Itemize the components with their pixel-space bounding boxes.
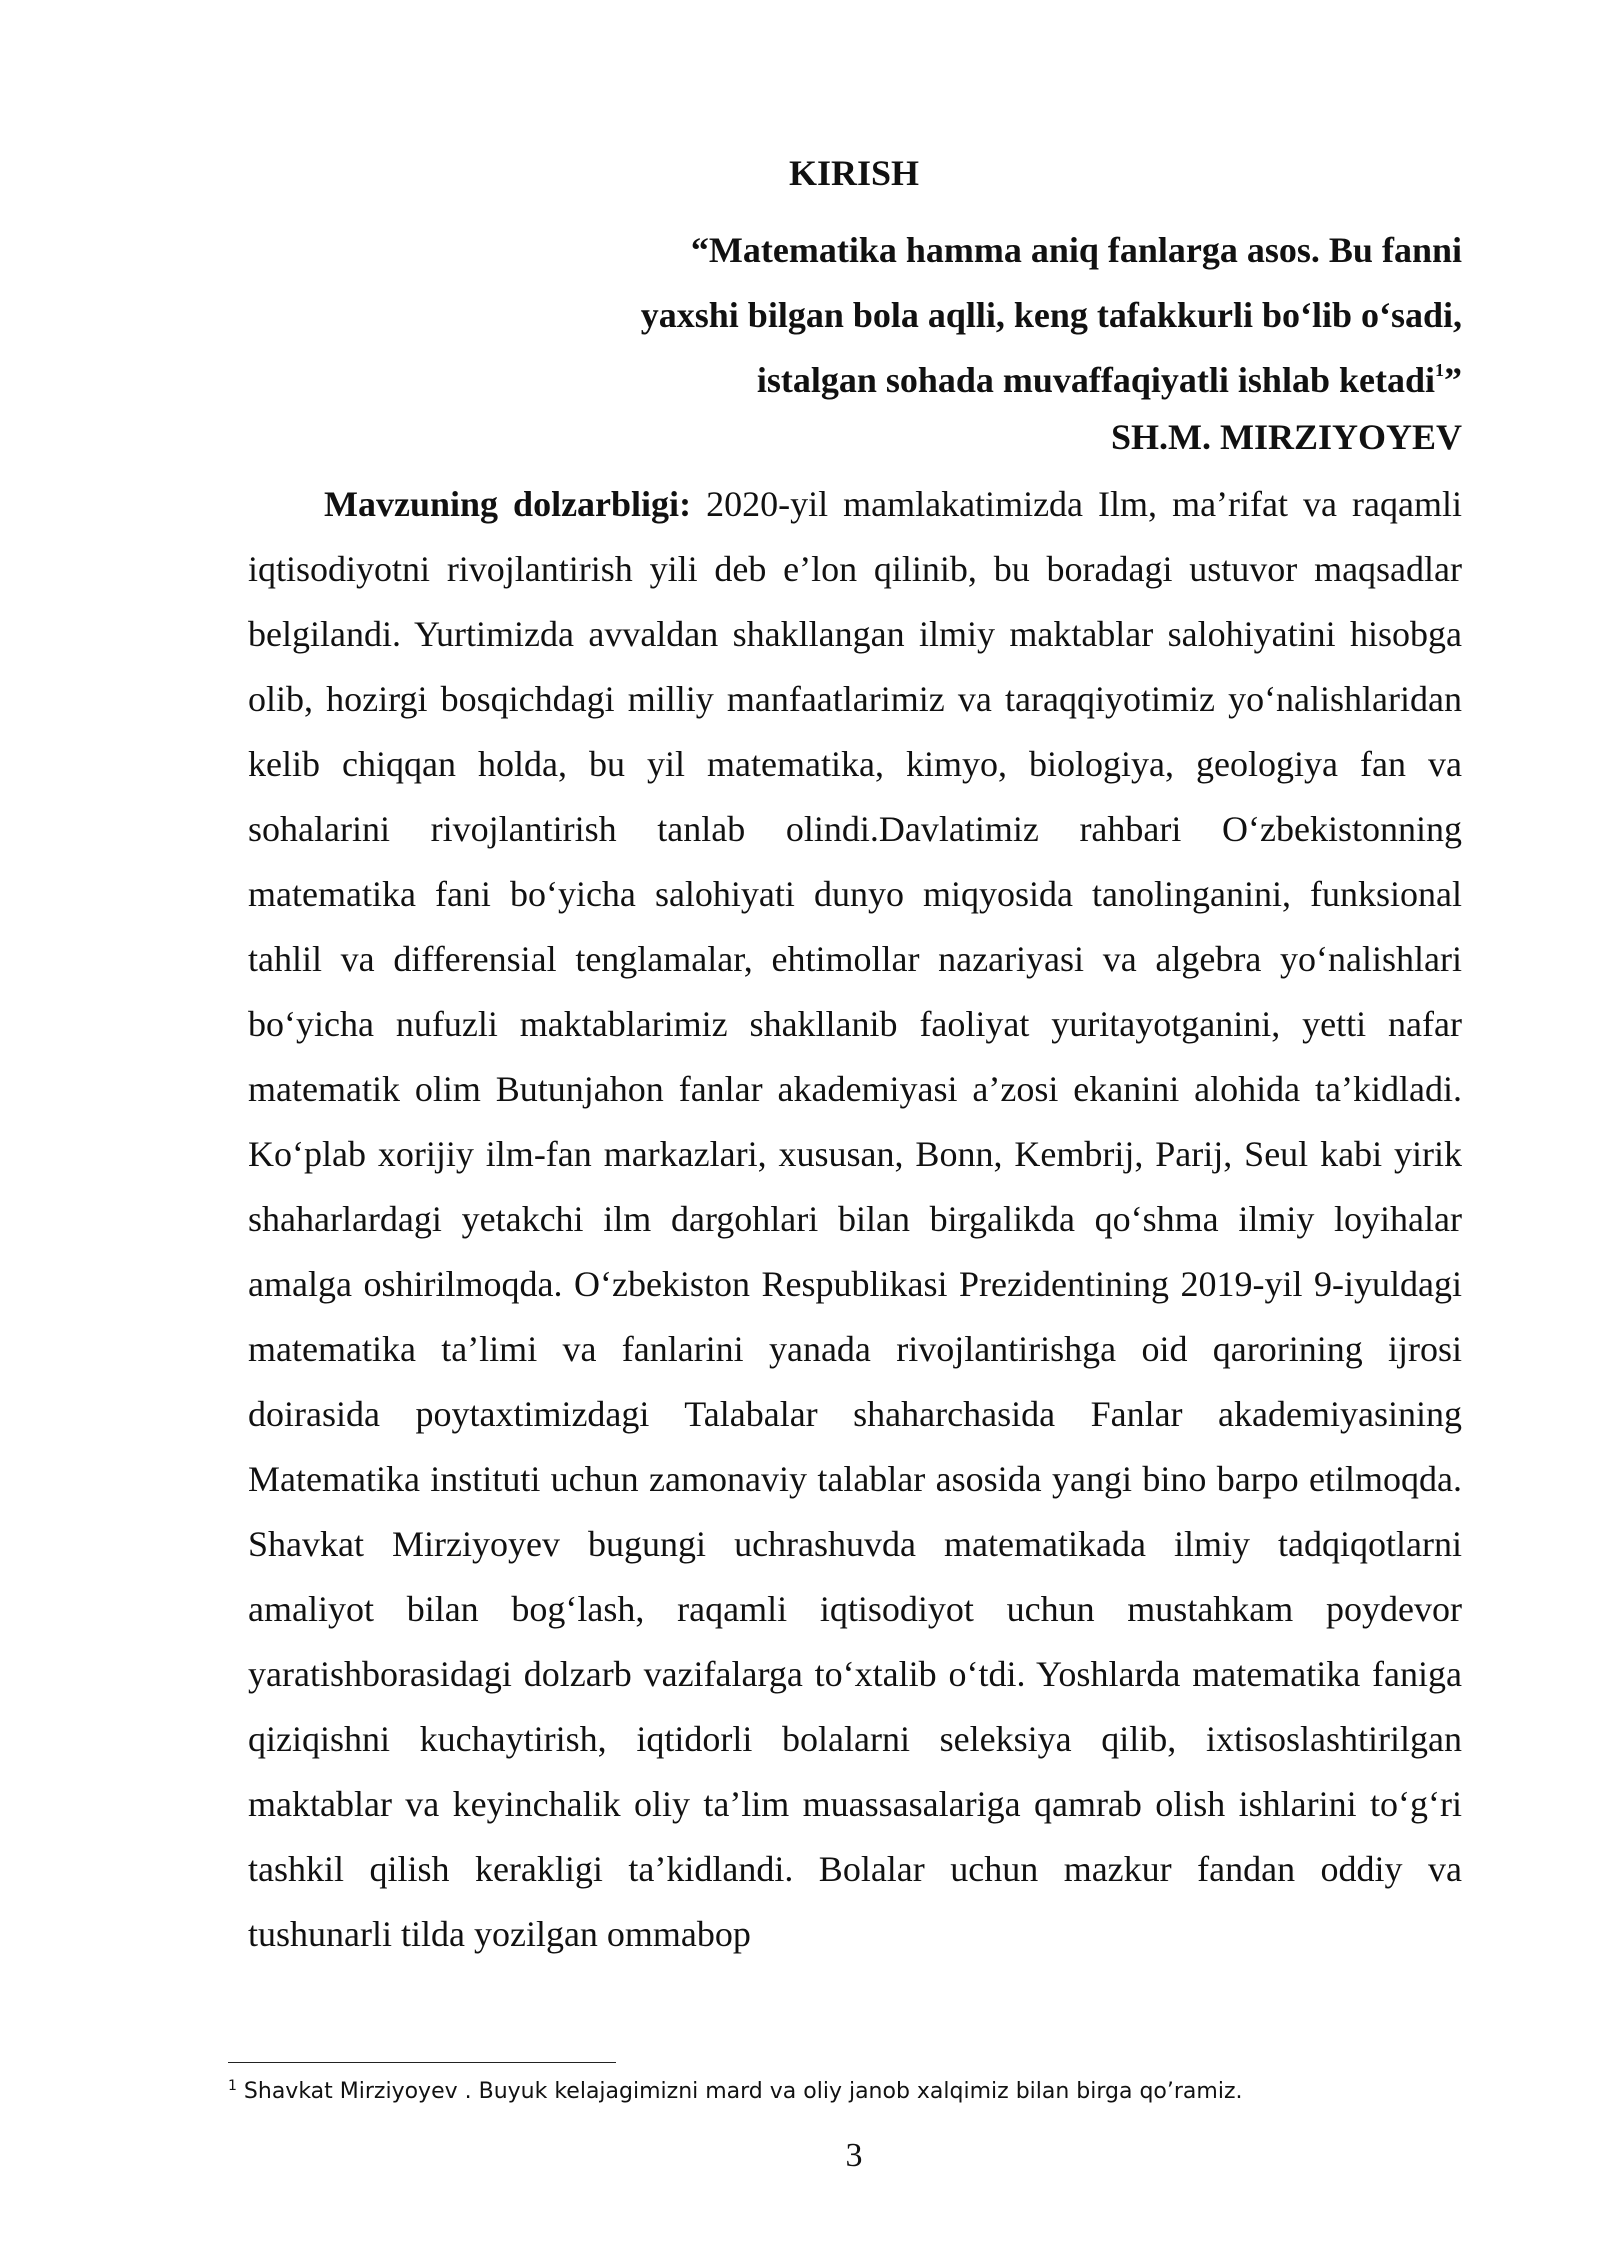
- epigraph-line-3: [562, 348, 1462, 413]
- paragraph-text: 2020-yil mamlakatimizda Ilm, ma’rifat va raqamli iqtisodiyotni rivojlantirish yili deb e’lon qilinib, bu boradagi ustuvor maqsadlar belgilandi. Yurtimizda avvaldan shakllangan ilmiy maktablar salohiyatini hisobga olib, hozirgi bosqichdagi milliy manfaatlarimiz va taraqqiyotimiz yo‘nalishlaridan kelib chiqqan holda, bu yil matematika, kimyo, biologiya, geologiya fan va sohalarini rivojlantirish tanlab olindi.Davlatimiz rahbari O‘zbekistonning matematika fani bo‘yicha salohiyati dunyo miqyosida tanolinganini, funksional tahlil va differensial tenglamalar, ehtimollar nazariyasi va algebra yo‘nalishlari bo‘yicha nufuzli maktablarimiz shakllanib faoliyat yuritayotganini, yetti nafar matematik olim Butunjahon fanlar akademiyasi a’zosi ekanini alohida ta’kidladi. Ko‘plab xorijiy ilm-fan markazlari, xususan, Bonn, Kembrij, Parij, Seul kabi yirik shaharlardagi yetakchi ilm dargohlari bilan birgalikda qo‘shma ilmiy loyihalar amalga oshirilmoqda. O‘zbekiston Respublikasi Prezidentining 2019-yil 9-iyuldagi matematika ta’limi va fanlarini yanada rivojlantirishga oid qarorining ijrosi doirasida poytaxtimizdagi Talabalar shaharchasida Fanlar akademiyasining Matematika instituti uchun zamonaviy talablar asosida yangi bino barpo etilmoqda. Shavkat Mirziyoyev bugungi uchrashuvda matematikada ilmiy tadqiqotlarni amaliyot bilan bog‘lash, raqamli iqtisodiyot uchun mustahkam poydevor yaratishborasidagi dolzarb vazifalarga to‘xtalib o‘tdi. Yoshlarda matematika faniga qiziqishni kuchaytirish, iqtidorli bolalarni seleksiya qilib, ixtisoslashtirilgan maktablar va keyinchalik oliy ta’lim muassasalariga qamrab olish ishlarini to‘g‘ri tashkil qilish kerakligi ta’kidlandi. Bolalar uchun mazkur fandan oddiy va tushunarli tilda yozilgan ommabop: [248, 484, 1462, 1954]
- epigraph-line-3-text: istalgan sohada muvaffaqiyatli ishlab ketadi: [756, 360, 1435, 400]
- epigraph-closing-quote: ”: [1444, 360, 1462, 400]
- epigraph-line-1: “Matematika hamma aniq fanlarga asos. Bu fanni: [690, 230, 1462, 270]
- footnote: [228, 2076, 1468, 2108]
- footnote-reference[interactable]: 1: [1435, 360, 1444, 380]
- epigraph-line-2: yaxshi bilgan bola aqlli, keng tafakkurli bo‘lib o‘sadi,: [640, 295, 1462, 335]
- section-heading-wrap: [0, 150, 1600, 196]
- body-paragraph: [248, 472, 1462, 1967]
- epigraph: [562, 218, 1462, 413]
- footnote-separator: [228, 2062, 616, 2063]
- footnote-text: Shavkat Mirziyoyev . Buyuk kelajagimizni mard va oliy janob xalqimiz bilan birga qo’ramiz.: [236, 2079, 1243, 2104]
- paragraph-lead: Mavzuning dolzarbligi:: [324, 484, 692, 524]
- page-number: 3: [845, 2137, 863, 2174]
- epigraph-author: SH.M. MIRZIYOYEV: [1110, 417, 1462, 457]
- footnote-number: 1: [228, 2078, 237, 2094]
- section-heading: KIRISH: [788, 153, 920, 193]
